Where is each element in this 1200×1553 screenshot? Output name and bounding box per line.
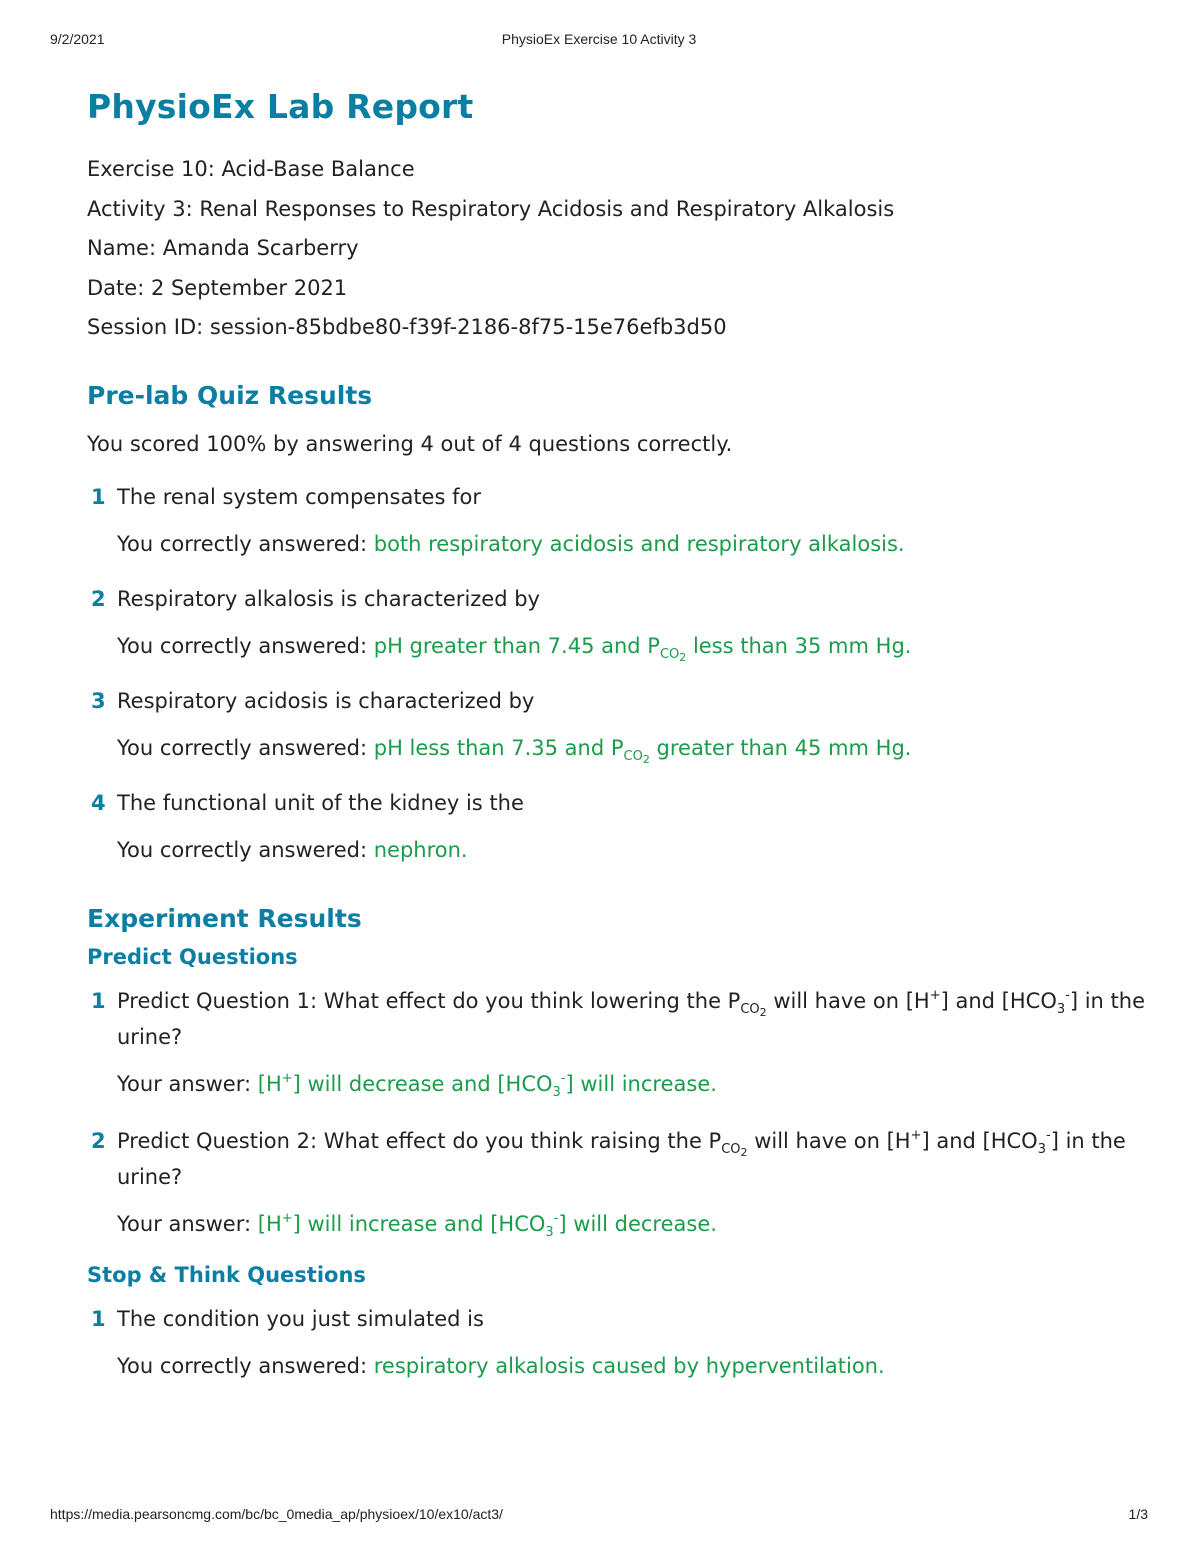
- superscript-minus: -: [553, 1210, 559, 1226]
- answer-part: ] will increase.: [565, 1071, 717, 1096]
- answer-part: greater than 45 mm Hg.: [649, 735, 912, 760]
- subscript-3: 3: [552, 1084, 561, 1100]
- question-part: ] and [HCO: [940, 988, 1057, 1013]
- prelab-answer: [87, 631, 1147, 664]
- subscript-co: CO: [659, 646, 680, 662]
- answer-text: [257, 1070, 717, 1100]
- question-text: Respiratory acidosis is characterized by: [117, 688, 535, 713]
- answer-prefix: You correctly answered:: [117, 633, 374, 658]
- subscript-co: CO: [721, 1141, 741, 1157]
- answer-part: ] will decrease and [HCO: [292, 1071, 553, 1096]
- answer-part: [H: [257, 1211, 282, 1236]
- answer-subscript: [660, 647, 686, 662]
- question-part: ] in the urine?: [117, 988, 1145, 1049]
- report-meta: [87, 150, 1147, 348]
- superscript-plus: +: [281, 1210, 293, 1226]
- answer-part: ] will decrease.: [558, 1211, 717, 1236]
- session-line: Session ID: session-85bdbe80-f39f-2186-8f75-15e76efb3d50: [87, 315, 727, 339]
- experiment-heading: Experiment Results: [87, 903, 362, 933]
- answer-text: both respiratory acidosis and respiratory alkalosis.: [373, 531, 905, 556]
- prelab-question: [87, 581, 1147, 617]
- print-footer: [50, 1506, 1148, 1526]
- date-line: Date: 2 September 2021: [87, 275, 348, 300]
- predict-answer: [87, 1069, 1147, 1099]
- predict-answer: [87, 1209, 1147, 1239]
- subscript-3: 3: [545, 1224, 554, 1240]
- prelab-answer: [87, 733, 1147, 766]
- predict-question: [87, 983, 1147, 1055]
- prelab-answer: [87, 835, 1147, 865]
- exercise-line: Exercise 10: Acid-Base Balance: [87, 157, 415, 181]
- answer-text: [373, 735, 912, 766]
- print-date: 9/2/2021: [50, 31, 105, 47]
- subscript-co: CO: [623, 748, 643, 764]
- superscript-minus: -: [1065, 987, 1070, 1003]
- question-number: 1: [91, 484, 106, 509]
- question-number: 3: [91, 688, 106, 713]
- answer-text: nephron.: [373, 837, 468, 862]
- question-part: ] in the urine?: [117, 1128, 1126, 1189]
- question-part: Predict Question 2: What effect do you think raising the P: [117, 1128, 722, 1153]
- question-number: 4: [91, 790, 106, 815]
- question-part: ] and [HCO: [921, 1128, 1038, 1153]
- answer-text: [373, 633, 912, 664]
- prelab-question: [87, 479, 1147, 515]
- predict-question: [87, 1123, 1147, 1195]
- question-text: [117, 989, 1145, 1049]
- print-title: PhysioEx Exercise 10 Activity 3: [501, 31, 697, 47]
- lab-report: [87, 84, 1147, 1381]
- question-text: Respiratory alkalosis is characterized by: [117, 586, 540, 611]
- name-line: Name: Amanda Scarberry: [87, 236, 359, 260]
- superscript-plus: +: [910, 1127, 922, 1143]
- subscript-2: 2: [759, 1005, 767, 1019]
- answer-part: less than 35 mm Hg.: [686, 633, 912, 658]
- answer-part: pH less than 7.35 and P: [373, 735, 624, 760]
- prelab-heading: Pre-lab Quiz Results: [87, 380, 373, 410]
- answer-part: [H: [257, 1071, 282, 1096]
- answer-part: ] will increase and [HCO: [292, 1211, 546, 1236]
- answer-prefix: You correctly answered:: [117, 837, 374, 862]
- question-part: Predict Question 1: What effect do you think lowering the P: [117, 988, 741, 1013]
- subscript-3: 3: [1056, 1001, 1066, 1017]
- page-url[interactable]: https://media.pearsoncmg.com/bc/bc_0media_ap/physioex/10/ex10/act3/: [50, 1506, 503, 1522]
- subscript-2: 2: [740, 1145, 748, 1159]
- subscript-2: 2: [642, 752, 650, 766]
- predict-heading: Predict Questions: [87, 944, 298, 969]
- prelab-question: [87, 785, 1147, 821]
- answer-prefix: Your answer:: [117, 1211, 258, 1236]
- superscript-plus: +: [929, 987, 941, 1003]
- answer-prefix: Your answer:: [117, 1071, 258, 1096]
- question-subscript: [740, 1002, 766, 1017]
- answer-part: pH greater than 7.45 and P: [373, 633, 660, 658]
- prelab-summary: You scored 100% by answering 4 out of 4 questions correctly.: [87, 431, 733, 456]
- stop-think-answer: [87, 1351, 1147, 1381]
- question-text: The condition you just simulated is: [117, 1306, 484, 1331]
- answer-text: [257, 1210, 717, 1240]
- question-number: 1: [91, 988, 106, 1013]
- superscript-plus: +: [281, 1070, 293, 1086]
- page-number: 1/3: [1128, 1506, 1148, 1522]
- answer-text: respiratory alkalosis caused by hyperventilation.: [373, 1353, 885, 1378]
- question-part: will have on [H: [766, 988, 930, 1013]
- report-title: PhysioEx Lab Report: [87, 87, 474, 126]
- print-header: [50, 31, 1148, 51]
- answer-subscript: [624, 749, 650, 764]
- stop-think-heading: Stop & Think Questions: [87, 1262, 366, 1287]
- activity-line: Activity 3: Renal Responses to Respiratory Acidosis and Respiratory Alkalosis: [87, 196, 895, 221]
- question-text: The renal system compensates for: [117, 484, 481, 509]
- question-text: [117, 1129, 1126, 1189]
- question-text: The functional unit of the kidney is the: [117, 790, 524, 815]
- answer-prefix: You correctly answered:: [117, 531, 374, 556]
- answer-prefix: You correctly answered:: [117, 735, 374, 760]
- question-number: 2: [91, 586, 106, 611]
- question-number: 2: [91, 1128, 106, 1153]
- prelab-question: [87, 683, 1147, 719]
- superscript-minus: -: [560, 1070, 566, 1086]
- subscript-co: CO: [740, 1001, 760, 1017]
- prelab-answer: [87, 529, 1147, 559]
- stop-think-question: [87, 1301, 1147, 1337]
- superscript-minus: -: [1046, 1127, 1051, 1143]
- question-number: 1: [91, 1306, 106, 1331]
- answer-prefix: You correctly answered:: [117, 1353, 374, 1378]
- question-subscript: [721, 1142, 747, 1157]
- subscript-2: 2: [679, 650, 687, 664]
- subscript-3: 3: [1037, 1141, 1046, 1157]
- question-part: will have on [H: [747, 1128, 911, 1153]
